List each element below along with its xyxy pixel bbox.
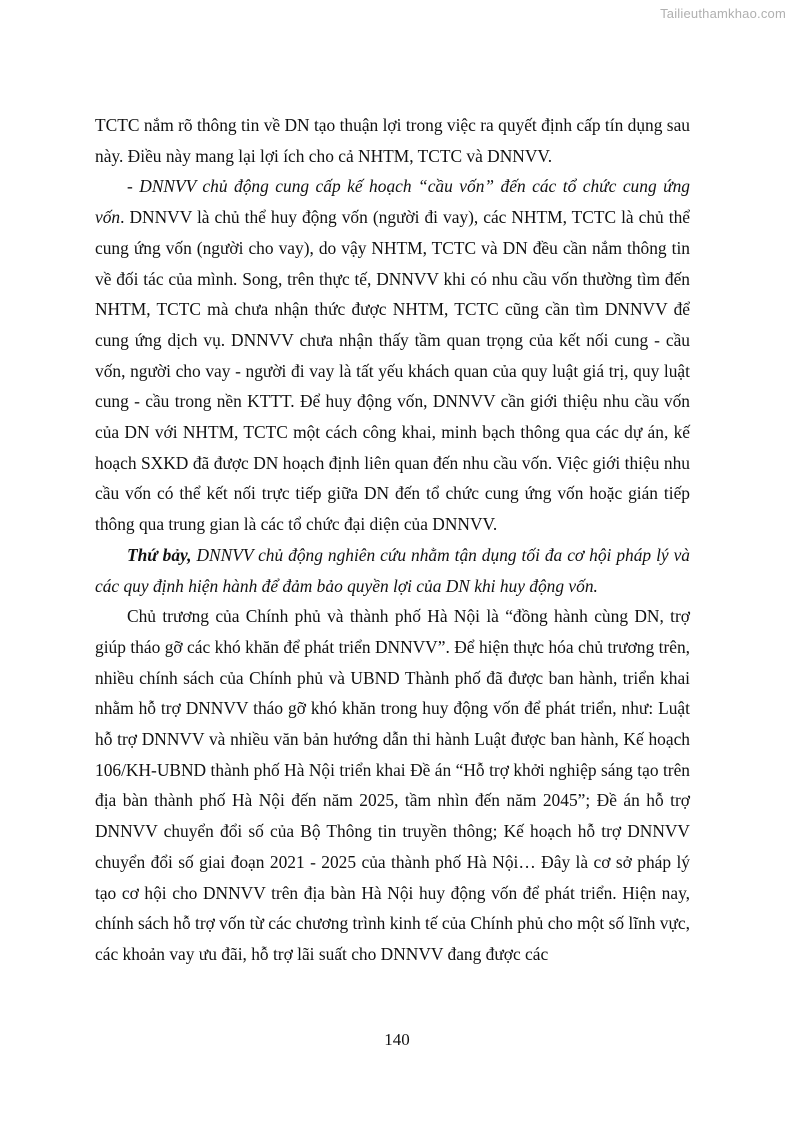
page-number: 140	[384, 1030, 410, 1049]
paragraph-body-text: . DNNVV là chủ thể huy động vốn (người đi vay), các NHTM, TCTC là chủ thể cung ứng vốn (người cho vay), do vậy NHTM, TCTC và DN đều cần nắm thông tin về đối tác của mình. Song, trên thực tế, DNNVV khi có nhu cầu vốn thường tìm đến NHTM, TCTC mà chưa nhận thức được NHTM, TCTC cũng cần tìm DNNVV để cung ứng dịch vụ. DNNVV chưa nhận thấy tầm quan trọng của kết nối cung - cầu vốn, người cho vay - người đi vay là tất yếu khách quan của quy luật giá trị, quy luật cung - cầu trong nền KTTT. Để huy động vốn, DNNVV cần giới thiệu nhu cầu vốn của DN với NHTM, TCTC một cách công khai, minh bạch thông qua các dự án, kế hoạch SXKD đã được DN hoạch định liên quan đến nhu cầu vốn. Việc giới thiệu nhu cầu vốn có thể kết nối trực tiếp giữa DN đến tổ chức cung ứng vốn hoặc gián tiếp thông qua trung gian là các tổ chức đại diện của DNNVV.	[95, 207, 690, 535]
page-body	[95, 110, 690, 970]
watermark: Tailieuthamkhao.com	[660, 6, 786, 21]
paragraph-lead-bold: Thứ bảy,	[127, 544, 192, 565]
paragraph-continuation: TCTC nắm rõ thông tin về DN tạo thuận lợi trong việc ra quyết định cấp tín dụng sau này. Điều này mang lại lợi ích cho cả NHTM, TCTC và DNNVV.	[95, 115, 690, 166]
paragraph-government-policy: Chủ trương của Chính phủ và thành phố Hà Nội là “đồng hành cùng DN, trợ giúp tháo gỡ các khó khăn để phát triển DNNVV”. Để hiện thực hóa chủ trương trên, nhiều chính sách của Chính phủ và UBND Thành phố đã được ban hành, triển khai nhằm hỗ trợ DNNVV tháo gỡ khó khăn trong huy động vốn để phát triển, như: Luật hỗ trợ DNNVV và nhiều văn bản hướng dẫn thi hành Luật được ban hành, Kế hoạch 106/KH-UBND thành phố Hà Nội triển khai Đề án “Hỗ trợ khởi nghiệp sáng tạo trên địa bàn thành phố Hà Nội đến năm 2025, tầm nhìn đến năm 2045”; Đề án hỗ trợ DNNVV chuyển đổi số của Bộ Thông tin truyền thông; Kế hoạch hỗ trợ DNNVV chuyển đổi số giai đoạn 2021 - 2025 của thành phố Hà Nội… Đây là cơ sở pháp lý tạo cơ hội cho DNNVV trên địa bàn Hà Nội huy động vốn để phát triển. Hiện nay, chính sách hỗ trợ vốn từ các chương trình kinh tế của Chính phủ cho một số lĩnh vực, các khoản vay ưu đãi, hỗ trợ lãi suất cho DNNVV đang được các	[95, 606, 690, 964]
paragraph-italic-text: DNNVV chủ động nghiên cứu nhằm tận dụng tối đa cơ hội pháp lý và các quy định hiện hành để đảm bảo quyền lợi của DN khi huy động vốn.	[95, 544, 690, 596]
paragraph-lead-italic: - DNNVV chủ động cung cấp kế hoạch “cầu vốn” đến các tổ chức cung ứng vốn	[95, 176, 690, 228]
paragraph-capital-demand-plan	[95, 171, 690, 539]
paragraph-seventh-point	[95, 540, 690, 601]
